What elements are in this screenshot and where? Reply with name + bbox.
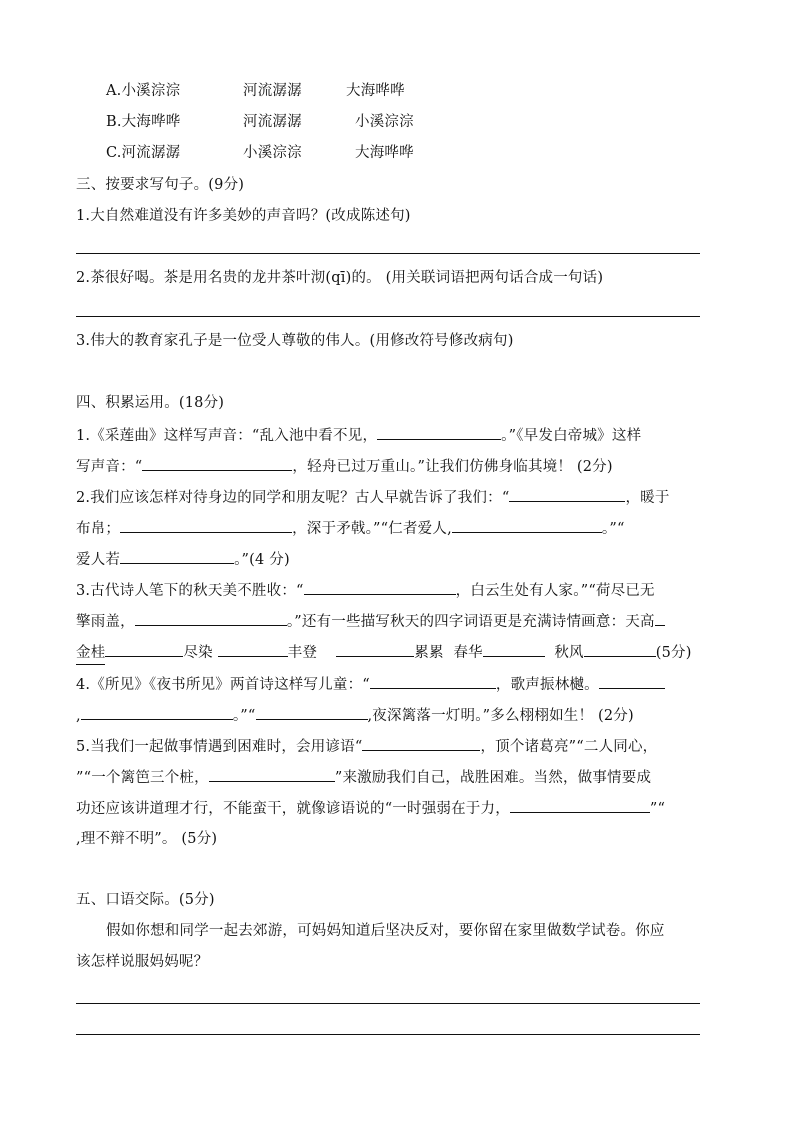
s4-q3-line3: [76, 641, 692, 665]
section-5-heading: 五、口语交际。(5分): [76, 892, 215, 908]
s4-q1-line1: [76, 424, 641, 447]
blank[interactable]: [209, 766, 335, 782]
s4-q2-line3: [76, 548, 290, 571]
blank[interactable]: [362, 735, 480, 751]
s4-q1-line2: [76, 455, 613, 478]
blank[interactable]: [256, 704, 368, 720]
option-text: 小溪淙淙: [243, 145, 302, 161]
blank[interactable]: [218, 641, 288, 657]
s4-q2-line1: [76, 486, 670, 509]
blank[interactable]: [584, 641, 656, 657]
text: 4.《所见》《夜书所见》两首诗这样写儿童：“: [76, 677, 370, 693]
s3-q3: 3.伟大的教育家孔子是一位受人尊敬的伟人。(用修改符号修改病句): [76, 333, 514, 349]
text: 丰登: [287, 645, 318, 661]
s3-q1: 1.大自然难道没有许多美妙的声音吗？(改成陈述句): [76, 208, 411, 224]
blank[interactable]: [655, 610, 665, 626]
text: ，深于矛戟。”“仁者爱人,: [292, 521, 452, 537]
option-c: [106, 142, 414, 164]
text: 功还应该讲道理才行，不能蛮干，就像谚语说的“一时强弱在于力，: [76, 801, 510, 817]
text: 尽染: [183, 645, 213, 661]
text: 写声音：“: [76, 459, 143, 475]
s4-q3-line2: [76, 610, 665, 633]
text: ,: [76, 708, 81, 724]
answer-line[interactable]: [76, 1034, 700, 1035]
text: 。”“: [601, 521, 625, 537]
text: 布帛；: [76, 521, 121, 537]
s4-q2-line2: [76, 517, 625, 540]
blank[interactable]: [120, 548, 234, 564]
blank[interactable]: [509, 486, 625, 502]
s3-q2: 2.茶很好喝。茶是用名贵的龙井茶叶沏(qī)的。 (用关联词语把两句话合成一句话): [76, 270, 604, 286]
text: ”“一个篱笆三个桩，: [76, 770, 209, 786]
blank[interactable]: [304, 579, 456, 595]
blank[interactable]: [483, 641, 545, 657]
s4-q4-line1: [76, 673, 665, 696]
s4-q3-line1: [76, 579, 655, 602]
blank[interactable]: [377, 424, 501, 440]
option-text: 大海哗哗: [346, 83, 405, 99]
s5-prompt-line1: 假如你想和同学一起去郊游，可妈妈知道后坚决反对，要你留在家里做数学试卷。你应: [106, 923, 665, 939]
blank[interactable]: [336, 641, 414, 657]
text: ”“: [649, 801, 666, 817]
s5-prompt-line2: 该怎样说服妈妈呢？: [76, 954, 209, 970]
text: 1.《采莲曲》这样写声音：“乱入池中看不见，: [76, 428, 378, 444]
s4-q5-line2: [76, 766, 651, 789]
text-underlined: 金桂: [76, 642, 105, 665]
text: 3.古代诗人笔下的秋天美不胜收：“: [76, 583, 304, 599]
s4-q5-line4: ,理不辩不明”。 (5分): [76, 831, 218, 847]
option-text: B.大海哗哗: [106, 114, 181, 130]
text: 爱人若: [76, 552, 121, 568]
blank[interactable]: [81, 704, 233, 720]
option-a: [106, 80, 405, 102]
text: 擎雨盖，: [76, 614, 135, 630]
text: 。”“: [232, 708, 256, 724]
blank[interactable]: [510, 797, 650, 813]
text: 春华: [453, 645, 483, 661]
s4-q5-line1: [76, 735, 657, 758]
option-text: A.小溪淙淙: [106, 83, 181, 99]
text: 5.当我们一起做事情遇到困难时，会用谚语“: [76, 739, 363, 755]
text: ,夜深篱落一灯明。”多么栩栩如生！ (2分): [367, 708, 634, 724]
blank[interactable]: [142, 455, 292, 471]
text: ”来激励我们自己，战胜困难。当然，做事情要成: [334, 770, 652, 786]
option-text: C.河流潺潺: [106, 145, 181, 161]
answer-line[interactable]: [76, 253, 700, 254]
option-text: 河流潺潺: [243, 83, 302, 99]
blank[interactable]: [599, 673, 665, 689]
blank[interactable]: [135, 610, 287, 626]
blank[interactable]: [105, 641, 183, 657]
blank[interactable]: [370, 673, 496, 689]
text: ，暖于: [625, 490, 670, 506]
option-text: 河流潺潺: [243, 114, 302, 130]
text: 累累: [414, 645, 444, 661]
text: 。”《早发白帝城》这样: [501, 428, 642, 444]
section-3-heading: 三、按要求写句子。(9分): [76, 177, 245, 193]
text: 。”(4 分): [234, 552, 290, 568]
answer-line[interactable]: [76, 316, 700, 317]
text: ，顶个诸葛亮”“二人同心，: [480, 739, 658, 755]
text: (5分): [655, 645, 692, 661]
section-4-heading: 四、积累运用。(18分): [76, 395, 225, 411]
text: 。”还有一些描写秋天的四字词语更是充满诗情画意：天高: [286, 614, 655, 630]
text: 秋风: [554, 645, 584, 661]
answer-line[interactable]: [76, 1003, 700, 1004]
blank[interactable]: [452, 517, 602, 533]
blank[interactable]: [120, 517, 292, 533]
text: 2.我们应该怎样对待身边的同学和朋友呢？古人早就告诉了我们：“: [76, 490, 510, 506]
option-b: [106, 111, 414, 133]
option-text: 大海哗哗: [355, 145, 414, 161]
option-text: 小溪淙淙: [355, 114, 414, 130]
text: ，轻舟已过万重山。”让我们仿佛身临其境！ (2分): [292, 459, 613, 475]
s4-q5-line3: [76, 797, 665, 820]
text: ，歌声振林樾。: [495, 677, 599, 693]
text: ，白云生处有人家。”“荷尽已无: [455, 583, 655, 599]
s4-q4-line2: [76, 704, 634, 727]
